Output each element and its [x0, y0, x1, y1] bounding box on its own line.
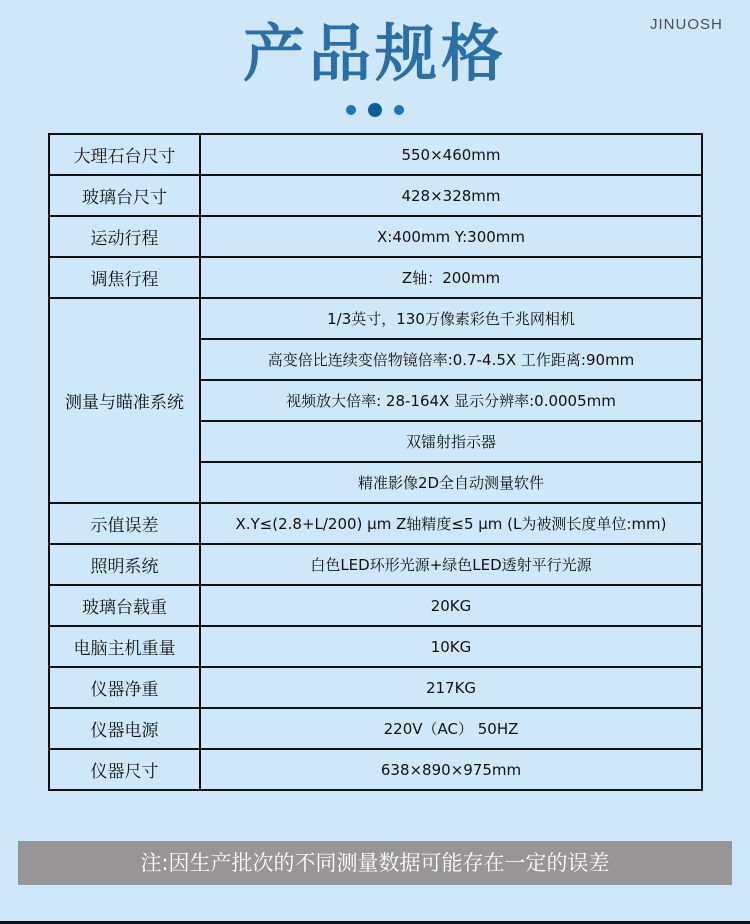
- spec-value: 10KG: [200, 626, 702, 667]
- spec-label: 玻璃台尺寸: [49, 175, 200, 216]
- spec-label: 仪器净重: [49, 667, 200, 708]
- table-row: [49, 298, 702, 339]
- dot-icon: [346, 105, 356, 115]
- page-title: 产品规格: [242, 17, 507, 90]
- spec-value: 1/3英寸，130万像素彩色千兆网相机: [200, 298, 702, 339]
- spec-label: 照明系统: [49, 544, 200, 585]
- table-row: [49, 667, 702, 708]
- spec-label: 调焦行程: [49, 257, 200, 298]
- spec-label: 示值误差: [49, 503, 200, 544]
- spec-label: 测量与瞄准系统: [49, 298, 200, 503]
- spec-label: 大理石台尺寸: [49, 134, 200, 175]
- spec-value: 220V（AC） 50HZ: [200, 708, 702, 749]
- spec-value: 20KG: [200, 585, 702, 626]
- table-row: [49, 134, 702, 175]
- spec-value: 白色LED环形光源+绿色LED透射平行光源: [200, 544, 702, 585]
- spec-value: X.Y≤(2.8+L/200) µm Z轴精度≤5 µm (L为被测长度单位:mm): [200, 503, 702, 544]
- disclaimer-note: 注:因生产批次的不同测量数据可能存在一定的误差: [18, 841, 732, 885]
- table-row: [49, 749, 702, 790]
- spec-value: 550×460mm: [200, 134, 702, 175]
- table-row: [49, 175, 702, 216]
- spec-value: 428×328mm: [200, 175, 702, 216]
- spec-value: 视频放大倍率: 28-164X 显示分辨率:0.0005mm: [200, 380, 702, 421]
- table-row: [49, 544, 702, 585]
- spec-value: 精准影像2D全自动测量软件: [200, 462, 702, 503]
- spec-label: 运动行程: [49, 216, 200, 257]
- dot-icon: [368, 103, 382, 117]
- spec-value: 638×890×975mm: [200, 749, 702, 790]
- spec-value: 217KG: [200, 667, 702, 708]
- spec-table: [48, 133, 703, 791]
- spec-label: 仪器尺寸: [49, 749, 200, 790]
- spec-value: X:400mm Y:300mm: [200, 216, 702, 257]
- spec-value: Z轴：200mm: [200, 257, 702, 298]
- spec-label: 电脑主机重量: [49, 626, 200, 667]
- brand-logo-text: JINUOSH: [650, 16, 723, 33]
- table-row: [49, 257, 702, 298]
- spec-value: 双镭射指示器: [200, 421, 702, 462]
- spec-value: 高变倍比连续变倍物镜倍率:0.7-4.5X 工作距离:90mm: [200, 339, 702, 380]
- table-row: [49, 708, 702, 749]
- spec-label: 仪器电源: [49, 708, 200, 749]
- table-row: [49, 216, 702, 257]
- table-row: [49, 503, 702, 544]
- spec-label: 玻璃台载重: [49, 585, 200, 626]
- dot-icon: [394, 105, 404, 115]
- decorative-dots: [0, 103, 750, 117]
- table-row: [49, 626, 702, 667]
- table-row: [49, 585, 702, 626]
